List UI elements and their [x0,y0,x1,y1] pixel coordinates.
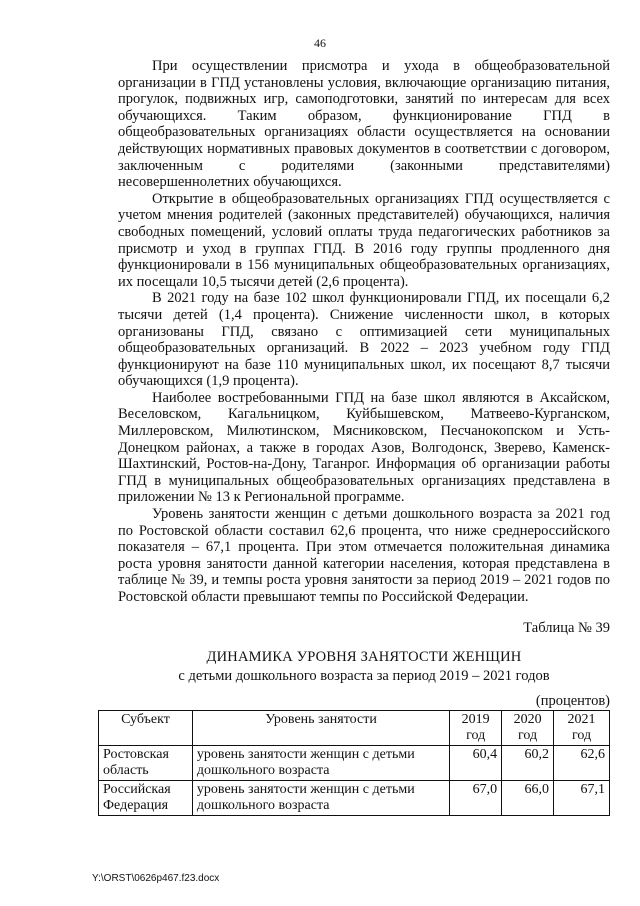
cell-2020: 66,0 [502,781,554,816]
paragraph: Открытие в общеобразовательных организациях ГПД осуществляется с учетом мнения родителей (законных представителей) обучающихся, наличия свободных помещений, условий оплаты труда педагогических работников за присмотр и уход в группах ГПД. В 2016 году группы продленного дня функционировали в 156 муниципальных общеобразовательных организациях, их посещали 10,5 тысячи детей (2,6 процента). [118,190,610,290]
paragraph: Наиболее востребованными ГПД на базе школ являются в Аксайском, Веселовском, Кагальницком, Куйбышевском, Матвеево-Курганском, Миллеровском, Милютинском, Мясниковском, Песчанокопском и Усть-Донецком районах, а также в городах Азов, Волгодонск, Зверево, Каменск-Шахтинский, Ростов-на-Дону, Таганрог. Информация об организации работы ГПД в муниципальных общеобразовательных организациях представлена в приложении № 13 к Региональной программе. [118,389,610,506]
table-title: ДИНАМИКА УРОВНЯ ЗАНЯТОСТИ ЖЕНЩИН [206,648,522,665]
header-2019: 2019 год [450,711,502,746]
cell-2021: 67,1 [554,781,610,816]
table-subtitle: с детьми дошкольного возраста за период 2019 – 2021 годов [178,667,550,684]
cell-level: уровень занятости женщин с детьми дошкольного возраста [192,781,449,816]
header-2021: 2021 год [554,711,610,746]
table-container [98,693,610,816]
paragraph: При осуществлении присмотра и ухода в общеобразовательной организации в ГПД установлены условия, включающие организацию питания, прогулок, подвижных игр, самоподготовки, занятий по интересам для всех обучающихся. Таким образом, функционирование ГПД в общеобразовательных организациях области осуществляется на основании действующих нормативных правовых документов в соответствии с договором, заключенным с родителями (законными представителями) несовершеннолетних обучающихся. [118,58,610,191]
employment-table [98,710,610,816]
cell-2019: 67,0 [450,781,502,816]
cell-subject: Российская Федерация [99,781,193,816]
cell-2019: 60,4 [450,746,502,781]
table-row [99,746,610,781]
cell-2020: 60,2 [502,746,554,781]
table-units: (процентов) [535,693,610,709]
table-row [99,781,610,816]
header-level: Уровень занятости [192,711,449,746]
header-2020: 2020 год [502,711,554,746]
cell-2021: 62,6 [554,746,610,781]
header-subject: Субъект [99,711,193,746]
document-body [118,58,610,685]
paragraph: В 2021 году на базе 102 школ функционировали ГПД, их посещали 6,2 тысячи детей (1,4 процента). Снижение численности школ, в которых организованы ГПД, связано с оптимизацией сети муниципальных общеобразовательных организаций. В 2022 – 2023 учебном году ГПД функционируют на базе 110 муниципальных школ, их посещают 8,7 тысячи обучающихся (1,9 процента). [118,290,610,390]
table-header-row [99,711,610,746]
cell-level: уровень занятости женщин с детьми дошкольного возраста [192,746,449,781]
footer-file-path: Y:\ORST\0626p467.f23.docx [92,873,220,884]
page-number: 46 [314,36,326,50]
cell-subject: Ростовская область [99,746,193,781]
table-label: Таблица № 39 [523,619,610,636]
paragraph: Уровень занятости женщин с детьми дошкольного возраста за 2021 год по Ростовской области составил 62,6 процента, что ниже среднероссийского показателя – 67,1 процента. При этом отмечается положительная динамика роста уровня занятости данной категории населения, которая представлена в таблице № 39, и темпы роста уровня занятости за период 2019 – 2021 годов по Ростовской области превышают темпы по Российской Федерации. [118,506,610,605]
